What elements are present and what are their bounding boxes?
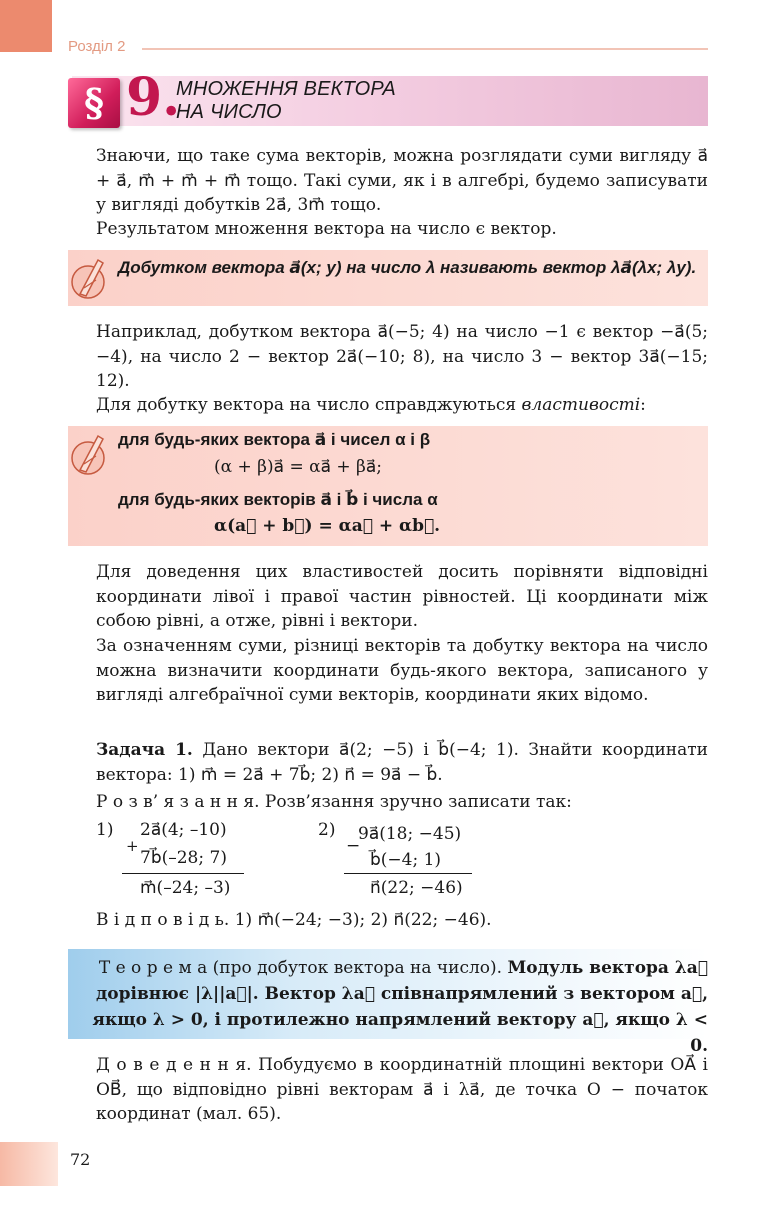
calc1-result: m⃗(–24; –3) [140, 878, 231, 898]
section-title [176, 78, 396, 124]
corner-decoration [0, 0, 52, 52]
theorem-statement: Модуль вектора λa⃗ дорівнює |λ||a⃗|. Вектор λa⃗ співнапрямлений з вектором a⃗, якщо λ > 0, і протилежно напрямлений вектору a⃗, якщо λ < 0. [92, 958, 708, 1056]
theorem-parenthetical: (про добуток вектора на число). [207, 958, 508, 978]
calc2-row1: 9a⃗(18; −45) [358, 824, 462, 844]
section-title-line1: МНОЖЕННЯ ВЕКТОРА [176, 78, 396, 100]
section-title-line2: НА ЧИСЛО [176, 101, 282, 123]
theorem-label: Т е о р е м а [98, 958, 208, 978]
property-line-1: для будь-яких вектора a⃗ і чисел α і β [118, 430, 431, 449]
proof-label: Д о в е д е н н я. [96, 1055, 252, 1075]
paragraph-example: Наприклад, добутком вектора a⃗(−5; 4) на число −1 є вектор −a⃗(5; −4), на число 2 − вектор 2a⃗(−10; 8), на число 3 − вектор 3a⃗(−15; 12). [96, 322, 708, 391]
definition-text: Добутком вектора a⃗(x; y) на число λ називають вектор λa⃗(λx; λy). [118, 258, 697, 277]
pen-icon [70, 254, 110, 302]
calc2-row2: b⃗(−4; 1) [370, 850, 442, 870]
properties-emphasis: властивості [521, 395, 641, 415]
calc1-number: 1) [96, 820, 114, 840]
answer-text: 1) m⃗(−24; −3); 2) n⃗(22; −46). [229, 910, 492, 930]
page-number: 72 [70, 1150, 91, 1169]
calc1-row2: 7b⃗(–28; 7) [140, 848, 227, 868]
properties-lead: Для добутку вектора на число справджуються [96, 395, 522, 415]
section-label: Розділ 2 [68, 38, 126, 55]
task-text: Дано вектори a⃗(2; −5) і b⃗(−4; 1). Знайти координати вектора: 1) m⃗ = 2a⃗ + 7b⃗; 2) n⃗ = 9a⃗ − b⃗. [96, 740, 708, 785]
proof-text: Побудуємо в координатній площині вектори OA⃗ і OB⃗, що відповідно рівні векторам a⃗ і λa⃗, де точка O − початок координат (мал. 65). [96, 1055, 708, 1124]
footer-decoration [0, 1142, 58, 1186]
calc2-number: 2) [318, 820, 336, 840]
calc2-rule [344, 873, 472, 874]
property-formula-2: α(a⃗ + b⃗) = αa⃗ + αb⃗. [214, 516, 441, 536]
task-1 [96, 738, 708, 787]
section-number: 9. [126, 67, 181, 128]
header-rule [142, 48, 708, 50]
solution-intro [96, 790, 708, 815]
section-symbol-icon: § [68, 78, 120, 128]
property-line-2: для будь-яких векторів a⃗ і b⃗ і числа α [118, 490, 438, 509]
calc2-result: n⃗(22; −46) [370, 878, 463, 898]
solution-text: Розв’язання зручно записати так: [259, 792, 572, 812]
solution-label: Р о з в’ я з а н н я. [96, 792, 260, 812]
answer-label: В і д п о в і д ь. [96, 910, 230, 930]
paragraph-intro: Знаючи, що таке сума векторів, можна розглядати суми вигляду a⃗ + a⃗, m⃗ + m⃗ + m⃗ тощо. Такі суми, як і в алгебрі, будемо записувати у вигляді добутків 2a⃗, 3m⃗ тощо. [96, 146, 708, 215]
calc1-sign: + [126, 837, 139, 855]
paragraph-properties-intro [96, 393, 708, 418]
property-formula-1: (α + β)a⃗ = αa⃗ + βa⃗; [214, 457, 383, 477]
paragraph-definition-note: За означенням суми, різниці векторів та добутку вектора на число можна визначити координати будь-якого вектора, записаного у вигляді алгебраїчної суми векторів, координати яких відомо. [96, 636, 708, 705]
theorem-text [78, 955, 708, 1059]
paragraph-result: Результатом множення вектора на число є вектор. [96, 219, 557, 239]
answer [96, 908, 708, 933]
calc1-row1: 2a⃗(4; –10) [140, 820, 227, 840]
calc1-rule [122, 873, 244, 874]
paragraph-proof-note: Для доведення цих властивостей досить порівняти відповідні координати лівої і правої частин рівностей. Ці координати між собою рівні, а отже, рівні і вектори. [96, 562, 708, 631]
pen-icon [70, 430, 110, 478]
task-label: Задача 1. [96, 740, 193, 760]
calc2-sign: − [346, 836, 361, 856]
proof [96, 1053, 708, 1127]
properties-colon: : [640, 395, 646, 415]
